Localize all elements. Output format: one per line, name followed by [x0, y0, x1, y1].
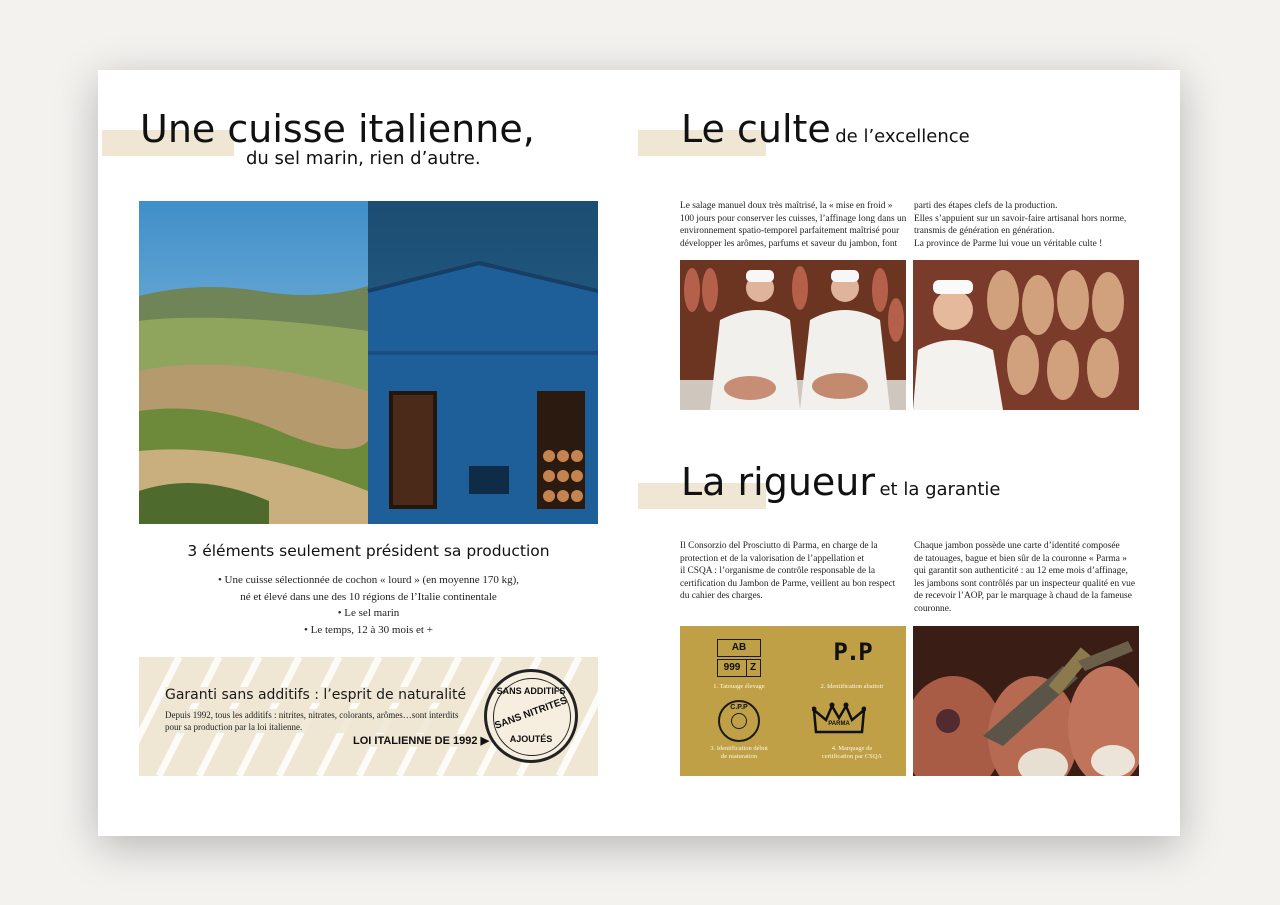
rigueur-col1-line-2: protection et de la valorisation de l’appellation et	[680, 553, 865, 564]
culte-col2-line-4: La province de Parme lui voue un véritable culte !	[914, 238, 1103, 249]
rigueur-text-col2	[914, 540, 1144, 616]
rigueur-col1-line-3: il CSQA : l’organisme de contrôle responsable de la	[680, 566, 876, 577]
rigueur-col2-line-6: couronne.	[914, 603, 952, 614]
stamp-bottom-text: AJOUTÉS	[509, 734, 553, 744]
inspector-photo	[913, 260, 1139, 410]
elements-bullets	[139, 572, 598, 638]
rigueur-text-col1	[680, 540, 910, 603]
stamp-top-text: SANS ADDITIFS	[496, 686, 566, 696]
brochure-spread	[98, 70, 1180, 836]
culte-text-col2	[914, 200, 1144, 250]
banner-title: Garanti sans additifs : l’esprit de naturalité	[165, 687, 467, 703]
rigueur-heading	[681, 460, 1001, 504]
culte-col2-line-1: parti des étapes clefs de la production.	[914, 201, 1058, 211]
rigueur-col2-line-3: qui garantit son authenticité : au 12 eme mois d’affinage,	[914, 566, 1128, 577]
culte-col1-line-1: Le salage manuel doux très maîtrisé, la « mise en froid »	[680, 201, 893, 211]
rigueur-col2-line-2: de tatouages, bague et bien sûr de la couronne « Parma »	[914, 553, 1127, 564]
arrow-right-icon: ▶	[480, 735, 490, 747]
rigueur-col1-line-1: Il Consorzio del Prosciutto di Parma, en charge de la	[680, 541, 878, 551]
caption-certification-line-1: 4. Marquage de	[831, 745, 873, 752]
banner-text	[165, 709, 458, 733]
tattoo-number: 999	[718, 660, 747, 676]
cpp-seal-icon	[718, 700, 760, 742]
caption-maturation-line-2: de maturation	[721, 753, 757, 760]
culte-subtitle: de l’excellence	[835, 126, 970, 147]
stamp-middle-text: SANS NITRITES	[493, 695, 569, 732]
bullet-line-2: né et élevé dans une des 10 régions de l’Italie continentale	[240, 590, 497, 603]
rigueur-col1-line-5: du cahier des charges.	[680, 591, 763, 602]
rigueur-col2-line-1: Chaque jambon possède une carte d’identité composée	[914, 541, 1120, 551]
culte-col1-line-3: environnement spatio-temporel parfaitement maîtrisé pour	[680, 226, 900, 237]
culte-title: Le culte	[681, 107, 831, 151]
tattoo-code-bottom	[717, 659, 761, 677]
tattoo-code-top: AB	[717, 639, 761, 657]
caption-certification-line-2: certification par CSQA	[821, 753, 883, 760]
caption-certification	[798, 745, 906, 761]
bullet-line-3: • Le sel marin	[337, 607, 400, 619]
rigueur-col1-line-4: certification du Jambon de Parme, veillent au bon respect	[680, 578, 896, 589]
culte-text-col1	[680, 200, 910, 250]
rigueur-subtitle: et la garantie	[879, 479, 1001, 500]
slaughterhouse-mark: P.P	[833, 638, 871, 666]
parma-crown-icon	[812, 702, 866, 738]
culte-col1-line-4: développer les arômes, parfums et saveur du jambon, font	[680, 238, 898, 249]
left-subhead: du sel marin, rien d’autre.	[246, 148, 481, 169]
rigueur-col2-line-4: les jambons sont contrôlés par un inspecteur qualité en vue	[914, 578, 1136, 589]
law-label-text: LOI ITALIENNE DE 1992	[353, 735, 478, 747]
bullet-line-1: • Une cuisse sélectionnée de cochon « lourd » (en moyenne 170 kg),	[217, 574, 520, 586]
parma-crown-text: PARMA	[828, 721, 850, 727]
caption-slaughterhouse: 2. Identification abattoir	[820, 683, 884, 690]
rigueur-title: La rigueur	[681, 460, 876, 504]
landscape-barn-photo	[139, 201, 598, 524]
no-additives-stamp	[484, 669, 578, 763]
caption-maturation-line-1: 3. Identification début	[710, 745, 768, 752]
culte-heading	[681, 107, 970, 151]
elements-title: 3 éléments seulement président sa production	[187, 542, 550, 560]
salting-workers-photo	[680, 260, 906, 410]
branding-iron-photo	[913, 626, 1139, 776]
law-label	[353, 734, 489, 747]
tattoo-letter: Z	[749, 662, 757, 673]
additives-banner	[139, 657, 598, 776]
cpp-seal-text: C.P.P	[730, 704, 748, 711]
caption-tattoo: 1. Tatouage élevage	[713, 683, 765, 690]
certification-marks-panel	[680, 626, 906, 776]
banner-text-line-2: pour sa production par la loi italienne.	[165, 722, 303, 732]
cpp-seal-inner	[731, 713, 747, 729]
rigueur-col2-line-5: de recevoir l’AOP, par le marquage à chaud de la fameuse	[914, 591, 1132, 602]
bullet-line-4: • Le temps, 12 à 30 mois et +	[304, 623, 433, 636]
left-headline: Une cuisse italienne,	[140, 107, 535, 151]
culte-col2-line-2: Elles s’appuient sur un savoir-faire artisanal hors norme,	[914, 213, 1127, 224]
culte-col2-line-3: transmis de génération en génération.	[914, 226, 1055, 237]
banner-text-line-1: Depuis 1992, tous les additifs : nitrites, nitrates, colorants, arômes…sont interdits	[165, 710, 459, 720]
culte-col1-line-2: 100 jours pour conserver les cuisses, l’affinage long dans un	[680, 213, 907, 224]
caption-maturation	[680, 745, 798, 761]
